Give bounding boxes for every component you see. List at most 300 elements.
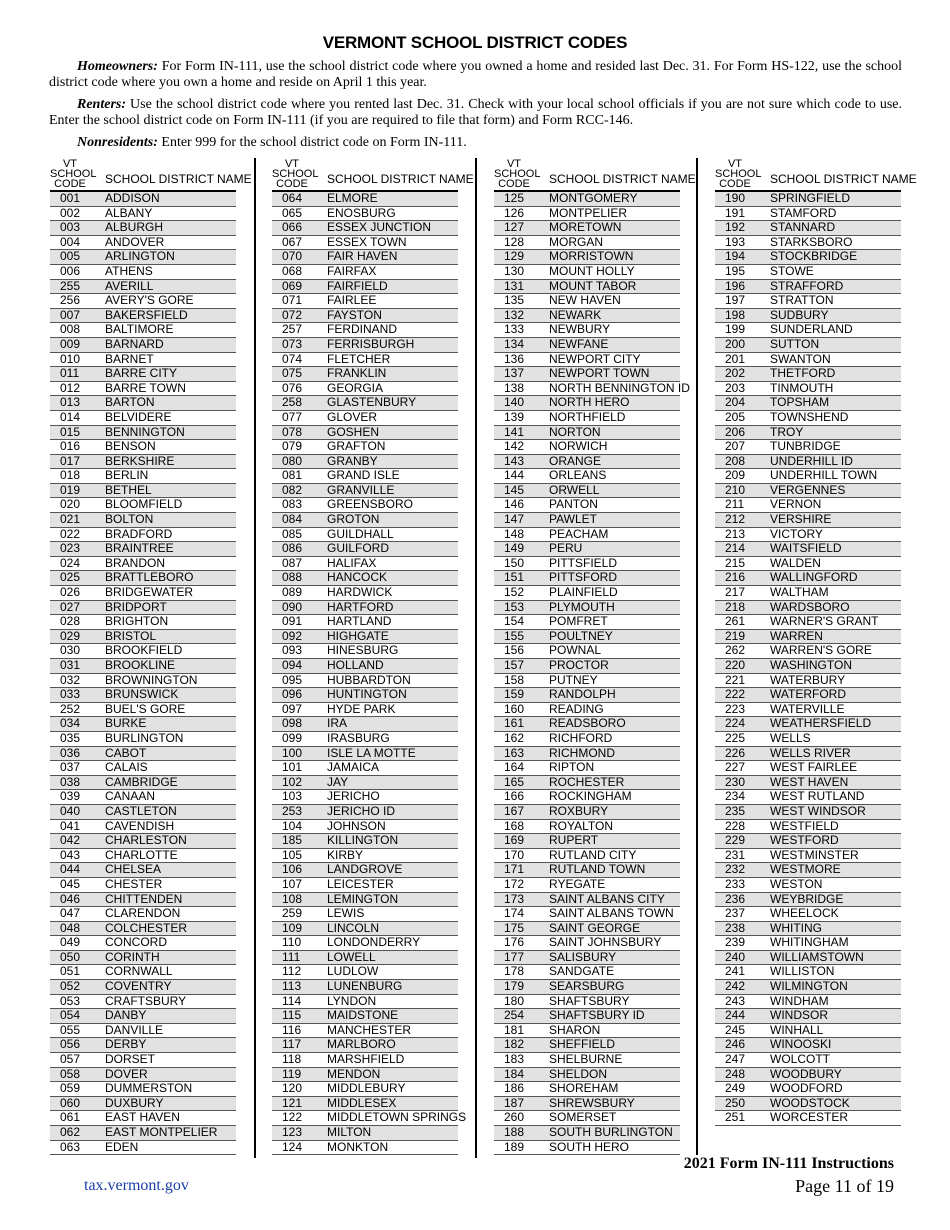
district-code: 119 <box>282 1066 302 1081</box>
district-code: 036 <box>60 745 81 760</box>
district-name: MANCHESTER <box>327 1022 412 1037</box>
column-divider <box>254 158 256 1158</box>
table-row <box>272 893 458 908</box>
district-code: 253 <box>282 803 303 818</box>
column-divider <box>475 158 477 1158</box>
district-name: WESTMORE <box>770 862 841 877</box>
district-name: UNDERHILL TOWN <box>770 468 878 483</box>
district-name: LYNDON <box>327 993 377 1008</box>
district-name: RUPERT <box>549 833 599 848</box>
district-code: 246 <box>725 1037 746 1052</box>
district-name: HANCOCK <box>327 570 388 585</box>
table-row <box>715 542 901 557</box>
district-name: FAIR HAVEN <box>327 249 398 264</box>
table-row <box>494 717 680 732</box>
district-name: ORANGE <box>549 453 602 468</box>
district-name: ROCKINGHAM <box>549 789 632 804</box>
district-code: 139 <box>504 409 525 424</box>
district-name: JAY <box>327 774 349 789</box>
table-row <box>50 557 236 572</box>
district-code: 060 <box>60 1095 81 1110</box>
table-row <box>494 528 680 543</box>
district-code: 057 <box>60 1052 81 1067</box>
district-code: 186 <box>504 1081 525 1096</box>
table-row <box>272 907 458 922</box>
table-row <box>50 542 236 557</box>
district-name: BRAINTREE <box>105 541 174 556</box>
district-name: NORTHFIELD <box>549 409 626 424</box>
district-code: 001 <box>60 191 81 205</box>
district-code: 059 <box>60 1081 81 1096</box>
name-header: SCHOOL DISTRICT NAME <box>105 172 252 186</box>
district-code: 074 <box>282 351 303 366</box>
district-name: LOWELL <box>327 949 376 964</box>
district-code: 016 <box>60 439 81 454</box>
table-row <box>715 805 901 820</box>
district-code: 075 <box>282 366 303 381</box>
district-code: 037 <box>60 760 81 775</box>
table-row <box>272 294 458 309</box>
homeowners-label: Homeowners: <box>77 59 158 74</box>
table-row <box>494 863 680 878</box>
district-name: SHELBURNE <box>549 1052 623 1067</box>
district-name: WOODBURY <box>770 1066 842 1081</box>
table-row <box>494 586 680 601</box>
table-row <box>715 309 901 324</box>
district-name: COLCHESTER <box>105 920 188 935</box>
table-row <box>715 294 901 309</box>
table-row <box>715 528 901 543</box>
district-code: 121 <box>282 1095 303 1110</box>
district-code: 130 <box>504 263 525 278</box>
district-name: ORWELL <box>549 482 600 497</box>
district-name: NEWARK <box>549 307 602 322</box>
table-row <box>272 455 458 470</box>
district-code: 008 <box>60 322 81 337</box>
district-name: BUEL'S GORE <box>105 701 186 716</box>
district-code: 213 <box>725 526 746 541</box>
district-name: BRIGHTON <box>105 614 169 629</box>
district-code: 068 <box>282 263 303 278</box>
district-name: TINMOUTH <box>770 380 834 395</box>
district-code: 147 <box>504 512 525 527</box>
table-row <box>494 513 680 528</box>
table-row <box>715 776 901 791</box>
table-row <box>494 893 680 908</box>
district-name: STRAFFORD <box>770 278 844 293</box>
table-row <box>494 411 680 426</box>
district-name: BROOKFIELD <box>105 643 183 658</box>
district-name: JOHNSON <box>327 818 386 833</box>
district-code: 162 <box>504 730 525 745</box>
district-code: 180 <box>504 993 525 1008</box>
district-column-1 <box>50 154 252 1155</box>
district-code: 050 <box>60 949 81 964</box>
district-name: IRASBURG <box>327 730 390 745</box>
district-code: 258 <box>282 395 303 410</box>
district-code: 106 <box>282 862 303 877</box>
district-code: 102 <box>282 774 303 789</box>
district-code: 231 <box>725 847 746 862</box>
district-name: RUTLAND TOWN <box>549 862 646 877</box>
name-header: SCHOOL DISTRICT NAME <box>549 172 696 186</box>
table-row <box>272 965 458 980</box>
table-row <box>50 498 236 513</box>
table-row <box>494 1068 680 1083</box>
table-row <box>494 644 680 659</box>
district-code: 235 <box>725 803 746 818</box>
district-name: WORCESTER <box>770 1110 848 1125</box>
district-name: WHITING <box>770 920 822 935</box>
district-code: 233 <box>725 876 746 891</box>
table-row <box>272 936 458 951</box>
table-row <box>715 1111 901 1126</box>
district-code: 171 <box>504 862 525 877</box>
district-name: JERICHO <box>327 789 380 804</box>
table-row <box>494 630 680 645</box>
district-code: 103 <box>282 789 303 804</box>
district-name: WHITINGHAM <box>770 935 849 950</box>
table-row <box>715 1097 901 1112</box>
district-name: BROWNINGTON <box>105 672 198 687</box>
district-code: 087 <box>282 555 303 570</box>
table-row <box>494 1053 680 1068</box>
district-code: 150 <box>504 555 525 570</box>
table-row <box>494 878 680 893</box>
table-row <box>494 1126 680 1141</box>
district-code: 159 <box>504 687 525 702</box>
district-name: SAINT ALBANS TOWN <box>549 906 674 921</box>
district-code: 137 <box>504 366 525 381</box>
district-name: POWNAL <box>549 643 602 658</box>
district-code: 178 <box>504 964 525 979</box>
district-code: 004 <box>60 234 81 249</box>
district-name: LEICESTER <box>327 876 394 891</box>
table-row <box>715 849 901 864</box>
table-row <box>50 863 236 878</box>
district-code: 082 <box>282 482 303 497</box>
district-name: PROCTOR <box>549 658 609 672</box>
district-name: BROOKLINE <box>105 658 176 672</box>
district-name: CLARENDON <box>105 906 181 921</box>
table-row <box>272 1110 467 1126</box>
table-row <box>50 353 236 368</box>
district-name: NORTH BENNINGTON ID <box>549 380 690 395</box>
table-row <box>272 411 458 426</box>
district-name: WASHINGTON <box>770 658 853 672</box>
district-name: TROY <box>770 424 804 439</box>
district-name: SAINT JOHNSBURY <box>549 935 662 950</box>
table-row <box>494 951 680 966</box>
table-row <box>494 1141 680 1156</box>
district-code: 198 <box>725 307 746 322</box>
district-name: MIDDLETOWN SPRINGS <box>327 1110 467 1125</box>
district-name: BERLIN <box>105 468 149 483</box>
table-row <box>494 922 680 937</box>
table-row <box>50 1009 236 1024</box>
table-row <box>50 1053 236 1068</box>
column-header <box>715 154 917 192</box>
district-code: 152 <box>504 585 525 600</box>
table-row <box>50 455 236 470</box>
district-code: 073 <box>282 336 303 351</box>
district-code: 207 <box>725 439 746 454</box>
table-row <box>50 1126 236 1141</box>
district-code: 129 <box>504 249 525 264</box>
district-name: SOUTH HERO <box>549 1139 630 1154</box>
district-name: ORLEANS <box>549 468 607 483</box>
district-name: MARSHFIELD <box>327 1052 405 1067</box>
district-code: 077 <box>282 409 303 424</box>
table-row <box>50 586 236 601</box>
district-name: BARRE CITY <box>105 366 178 381</box>
table-row <box>50 221 236 236</box>
district-code: 169 <box>504 833 525 848</box>
table-row <box>272 1038 458 1053</box>
table-row <box>272 513 458 528</box>
table-row <box>50 236 236 251</box>
district-code: 261 <box>725 614 746 629</box>
district-code: 023 <box>60 541 81 556</box>
district-code: 149 <box>504 541 525 556</box>
district-name: DANBY <box>105 1008 147 1023</box>
district-code: 239 <box>725 935 746 950</box>
district-name: SHOREHAM <box>549 1081 619 1096</box>
district-code: 076 <box>282 380 303 395</box>
district-code: 173 <box>504 891 525 906</box>
district-name: ESSEX TOWN <box>327 234 407 249</box>
district-name: CONCORD <box>105 935 167 950</box>
district-code: 018 <box>60 468 81 483</box>
district-name: DANVILLE <box>105 1022 164 1037</box>
district-name: BELVIDERE <box>105 409 172 424</box>
table-row <box>50 644 236 659</box>
district-name: NORWICH <box>549 439 608 454</box>
table-row <box>272 557 458 572</box>
district-name: HUNTINGTON <box>327 687 407 702</box>
district-name: HYDE PARK <box>327 701 396 716</box>
district-code: 250 <box>725 1095 746 1110</box>
district-name: NEWPORT TOWN <box>549 366 650 381</box>
district-code: 212 <box>725 512 746 527</box>
table-row <box>494 396 680 411</box>
table-row <box>494 1111 680 1126</box>
table-row <box>715 878 901 893</box>
district-name: ROCHESTER <box>549 774 625 789</box>
district-code: 063 <box>60 1139 81 1154</box>
table-row <box>715 236 901 251</box>
district-name: WATERVILLE <box>770 701 845 716</box>
district-code: 061 <box>60 1110 81 1125</box>
district-code: 017 <box>60 453 81 468</box>
district-code: 020 <box>60 497 81 512</box>
district-name: WALTHAM <box>770 585 829 600</box>
name-header: SCHOOL DISTRICT NAME <box>327 172 474 186</box>
code-header-line: CODE <box>498 178 530 190</box>
renters-text: Use the school district code where you rented last Dec. 31. Check with your local school officials if you are not sure which code to use. Enter the school district code on Form IN-111 (if you are required to file that form) and Form RCC-146. <box>49 97 903 128</box>
table-row <box>272 849 458 864</box>
table-row <box>715 1038 901 1053</box>
district-name: WESTON <box>770 876 823 891</box>
table-row <box>715 1053 901 1068</box>
district-name: FAIRLEE <box>327 293 377 308</box>
district-code: 151 <box>504 570 525 585</box>
district-code: 174 <box>504 906 525 921</box>
district-name: SANDGATE <box>549 964 615 979</box>
district-code: 114 <box>282 993 302 1008</box>
table-row <box>715 469 901 484</box>
table-row <box>272 367 458 382</box>
table-row <box>715 980 901 995</box>
district-name: NEWBURY <box>549 322 611 337</box>
table-row <box>715 571 901 586</box>
district-code: 007 <box>60 307 81 322</box>
district-name: MAIDSTONE <box>327 1008 399 1023</box>
table-row <box>272 747 458 762</box>
district-name: RICHMOND <box>549 745 615 760</box>
district-code: 052 <box>60 979 81 994</box>
district-name: NEWFANE <box>549 336 609 351</box>
district-code: 066 <box>282 220 303 235</box>
district-name: GRAND ISLE <box>327 468 400 483</box>
district-code: 135 <box>504 293 525 308</box>
code-header-line: VT <box>727 158 743 170</box>
table-row <box>715 338 901 353</box>
code-header-line: SCHOOL <box>50 168 97 180</box>
district-name: MORETOWN <box>549 220 622 235</box>
district-name: COVENTRY <box>105 979 172 994</box>
table-row <box>494 440 680 455</box>
district-code: 222 <box>725 687 746 702</box>
website-link[interactable]: tax.vermont.gov <box>84 1177 189 1194</box>
table-row <box>272 1141 458 1156</box>
district-name: ATHENS <box>105 263 153 278</box>
district-name: CHITTENDEN <box>105 891 183 906</box>
district-name: HARTLAND <box>327 614 392 629</box>
district-name: LUNENBURG <box>327 979 403 994</box>
table-row <box>272 221 458 236</box>
district-name: PAWLET <box>549 512 598 527</box>
table-row <box>272 674 458 689</box>
column-header <box>272 154 474 192</box>
district-name: LONDONDERRY <box>327 935 421 950</box>
district-name: HUBBARDTON <box>327 672 411 687</box>
table-row <box>50 265 236 280</box>
district-code: 260 <box>504 1110 525 1125</box>
table-row <box>272 659 458 674</box>
district-code: 115 <box>282 1008 302 1023</box>
district-name: GOSHEN <box>327 424 380 439</box>
district-code: 257 <box>282 322 303 337</box>
table-row <box>272 790 458 805</box>
table-row <box>50 484 236 499</box>
district-code: 108 <box>282 891 303 906</box>
table-row <box>494 761 680 776</box>
table-row <box>494 732 680 747</box>
table-row <box>715 834 901 849</box>
table-row <box>50 309 236 324</box>
district-code: 224 <box>725 716 746 731</box>
district-name: DOVER <box>105 1066 148 1081</box>
district-code: 022 <box>60 526 81 541</box>
district-code: 025 <box>60 570 81 585</box>
district-name: RICHFORD <box>549 730 613 745</box>
table-row <box>272 586 458 601</box>
district-code: 089 <box>282 585 303 600</box>
district-name: GLASTENBURY <box>327 395 417 410</box>
district-code: 009 <box>60 336 81 351</box>
district-name: HOLLAND <box>327 658 384 672</box>
table-row <box>494 936 680 951</box>
district-code: 055 <box>60 1022 81 1037</box>
district-code: 012 <box>60 380 81 395</box>
table-row <box>50 426 236 441</box>
district-code: 028 <box>60 614 81 629</box>
district-name: PANTON <box>549 497 598 512</box>
district-name: WATERBURY <box>770 672 846 687</box>
district-code: 185 <box>282 833 303 848</box>
table-row <box>715 440 901 455</box>
district-code: 240 <box>725 949 746 964</box>
table-row <box>50 294 236 309</box>
district-name: CORNWALL <box>105 964 173 979</box>
district-code: 190 <box>725 191 746 205</box>
district-name: CABOT <box>105 745 147 760</box>
code-header-line: SCHOOL <box>715 168 762 180</box>
table-row <box>715 1009 901 1024</box>
table-row <box>715 965 901 980</box>
district-name: TOWNSHEND <box>770 409 849 424</box>
district-name: BERKSHIRE <box>105 453 175 468</box>
table-row <box>494 236 680 251</box>
district-code: 202 <box>725 366 746 381</box>
table-row <box>494 674 680 689</box>
table-row <box>272 469 458 484</box>
district-code: 166 <box>504 789 525 804</box>
table-row <box>50 192 236 207</box>
district-code: 146 <box>504 497 525 512</box>
district-code: 205 <box>725 409 746 424</box>
district-name: FERDINAND <box>327 322 398 337</box>
table-row <box>272 732 458 747</box>
table-row <box>494 1097 680 1112</box>
table-row <box>272 776 458 791</box>
table-row <box>272 703 458 718</box>
district-name: RANDOLPH <box>549 687 616 702</box>
district-name: SHAFTSBURY <box>549 993 630 1008</box>
table-row <box>715 951 901 966</box>
table-row <box>494 280 680 295</box>
district-name: SHARON <box>549 1022 601 1037</box>
district-code: 179 <box>504 979 525 994</box>
district-name: CHARLESTON <box>105 833 187 848</box>
table-row <box>50 717 236 732</box>
table-row <box>50 528 236 543</box>
table-row <box>715 498 901 513</box>
table-row <box>272 542 458 557</box>
table-row <box>715 820 901 835</box>
page-title: VERMONT SCHOOL DISTRICT CODES <box>322 33 628 52</box>
district-code: 203 <box>725 380 746 395</box>
district-code: 192 <box>725 220 746 235</box>
district-code: 145 <box>504 482 525 497</box>
table-row <box>50 601 236 616</box>
district-code: 259 <box>282 906 303 921</box>
district-code: 144 <box>504 468 525 483</box>
table-row <box>715 280 901 295</box>
district-name: BAKERSFIELD <box>105 307 188 322</box>
district-code: 247 <box>725 1052 746 1067</box>
